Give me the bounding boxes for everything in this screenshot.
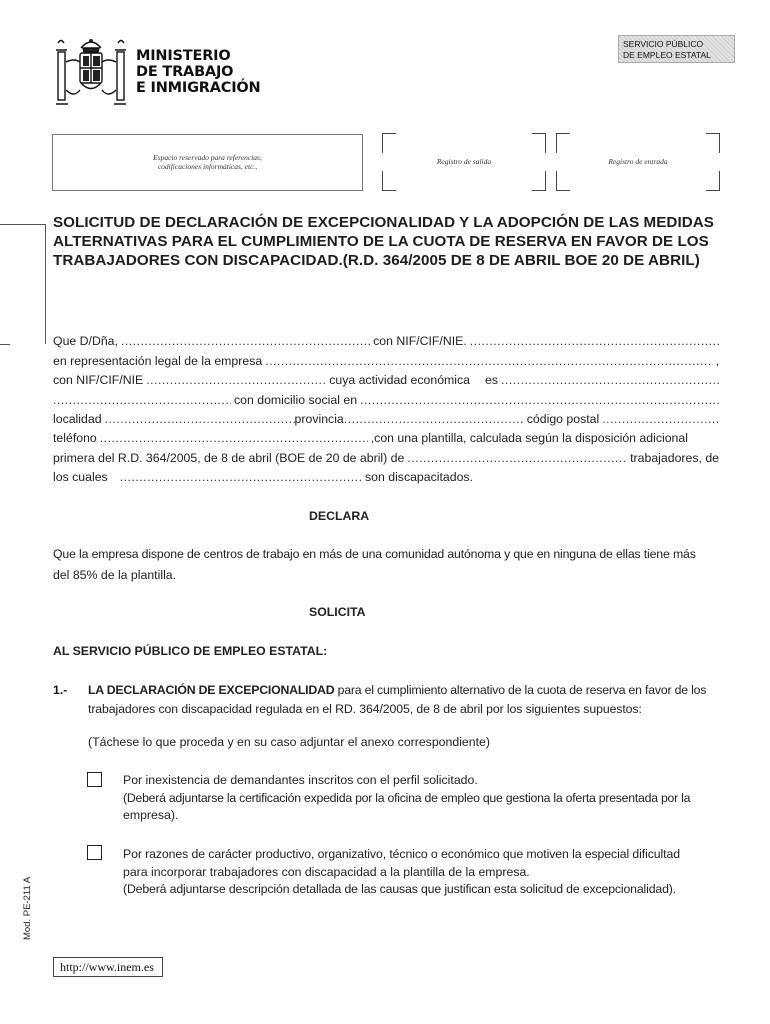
staff-text: ,con una plantilla, calculada según la disposición adicional <box>370 431 688 445</box>
comma: , <box>715 354 719 368</box>
phone-label: teléfono <box>53 431 97 445</box>
activity-label: cuya actividad económica <box>329 373 471 387</box>
name-label: Que D/Dña, <box>53 334 118 348</box>
form-row-name <box>53 333 719 349</box>
of-which-label: los cuales <box>53 470 108 484</box>
ministry-line-2: DE TRABAJO <box>136 64 234 80</box>
item-rest: para el cumplimiento alternativo de la cuota de reserva en favor de los <box>334 683 707 697</box>
company-nif-label: con NIF/CIF/NIE <box>53 373 144 387</box>
solicita-heading: SOLICITA <box>309 605 366 619</box>
corner-mark <box>532 133 546 153</box>
item-instruction: (Táchese lo que proceda y en su caso adjuntar el anexo correspondiente) <box>88 735 490 749</box>
option-2-line-1: Por razones de carácter productivo, organizativo, técnico o económico que motiven la especial dificultad <box>123 847 680 861</box>
corner-mark <box>556 171 570 191</box>
corner-mark <box>556 133 570 153</box>
form-row-phone <box>53 430 719 446</box>
title-line-1: SOLICITUD DE DECLARACIÓN DE EXCEPCIONALIDAD Y LA ADOPCIÓN DE LAS MEDIDAS <box>53 214 714 231</box>
title-line-2: ALTERNATIVAS PARA EL CUMPLIMIENTO DE LA CUOTA DE RESERVA EN FAVOR DE LOS <box>53 233 709 250</box>
title-bracket <box>0 224 46 344</box>
ministry-name <box>136 48 261 96</box>
corner-mark <box>532 171 546 191</box>
option-2-text <box>123 846 728 899</box>
name-field[interactable] <box>121 333 370 349</box>
option-1-line-3: empresa). <box>123 808 179 822</box>
disabled-count-field[interactable] <box>120 469 362 485</box>
declara-line-2: del 85% de la plantilla. <box>53 568 177 582</box>
option-1-text <box>123 772 728 825</box>
reserved-space-label <box>53 153 362 171</box>
ministry-line-3: E INMIGRACIÓN <box>136 80 261 96</box>
domicile-label: con domicilio social en <box>234 393 358 407</box>
service-line-2: DE EMPLEO ESTATAL <box>623 50 711 60</box>
form-row-disabled <box>53 469 473 485</box>
corner-mark <box>706 133 720 153</box>
form-code: Mod. PE-211 A <box>22 876 33 940</box>
exit-registry-label: Registro de salida <box>436 157 492 166</box>
disabled-text: son discapacitados. <box>364 470 473 484</box>
website-link[interactable]: http://www.inem.es <box>53 957 163 977</box>
option-1-line-2: (Deberá adjuntarse la certificación expedida por la oficina de empleo que gestiona la oferta presentada por la <box>123 790 691 805</box>
service-line-1: SERVICIO PÚBLICO <box>623 39 704 49</box>
reserved-space-box <box>52 134 363 191</box>
nif-field[interactable] <box>470 333 719 349</box>
declara-line-1: Que la empresa dispone de centros de trabajo en más de una comunidad autónoma y que en ninguna de ellas tiene más <box>53 547 696 561</box>
service-badge <box>618 35 735 63</box>
corner-mark <box>382 133 396 153</box>
corner-mark <box>706 171 720 191</box>
company-nif-field[interactable] <box>146 372 326 388</box>
activity-es: es <box>485 373 499 387</box>
item-number: 1.- <box>53 683 68 697</box>
province-field[interactable] <box>344 411 524 427</box>
title-line-3: TRABAJADORES CON DISCAPACIDAD.(R.D. 364/2005 DE 8 DE ABRIL BOE 20 DE ABRIL) <box>53 252 700 269</box>
item-line-1 <box>88 681 723 700</box>
coat-of-arms-logo <box>52 32 130 112</box>
workers-text: trabajadores, de <box>630 451 719 465</box>
activity-field[interactable] <box>501 372 719 388</box>
phone-field[interactable] <box>100 430 368 446</box>
addressee-heading: AL SERVICIO PÚBLICO DE EMPLEO ESTATAL: <box>53 644 328 658</box>
workers-field[interactable] <box>407 450 627 466</box>
domicile-field[interactable] <box>360 392 719 408</box>
exit-registry-box <box>382 133 546 191</box>
nif-label: con NIF/CIF/NIE. <box>373 334 467 348</box>
entry-registry-label: Registro de entrada <box>608 157 668 166</box>
form-row-locality <box>53 411 719 427</box>
option-1-checkbox[interactable] <box>87 772 102 787</box>
ministry-line-1: MINISTERIO <box>136 48 231 64</box>
representation-label: en representación legal de la empresa <box>53 354 263 368</box>
company-field[interactable] <box>265 353 712 369</box>
form-row-workers <box>53 450 719 466</box>
option-2-line-2: para incorporar trabajadores con discapacidad a la plantilla de la empresa. <box>123 864 530 879</box>
activity-continued-field[interactable] <box>53 392 231 408</box>
declara-heading: DECLARA <box>309 509 370 523</box>
postal-field[interactable] <box>602 411 719 427</box>
option-1-line-1: Por inexistencia de demandantes inscritos con el perfil solicitado. <box>123 773 478 787</box>
document-title <box>53 213 743 270</box>
item-text <box>88 681 723 752</box>
reserved-line-1: Espacio reservado para referencias, <box>153 153 262 162</box>
entry-registry-box <box>556 133 720 191</box>
corner-mark <box>382 171 396 191</box>
form-row-domicile <box>53 392 719 408</box>
form-row-activity <box>53 372 719 388</box>
option-2-line-3: (Deberá adjuntarse descripción detallada de las causas que justifican esta solicitud de excepcionalidad). <box>123 882 676 896</box>
reserved-line-2: codificaciones informáticas, etc., <box>157 162 258 171</box>
locality-label: localidad <box>53 412 102 426</box>
item-bold: LA DECLARACIÓN DE EXCEPCIONALIDAD <box>88 683 335 697</box>
option-2-checkbox[interactable] <box>87 845 102 860</box>
item-line-2: trabajadores con discapacidad regulada en el RD. 364/2005, de 8 de abril por los siguientes supuestos: <box>88 702 642 716</box>
postal-label: código postal <box>526 412 600 426</box>
locality-field[interactable] <box>105 411 295 427</box>
form-row-company <box>53 353 719 369</box>
first-rd-text: primera del R.D. 364/2005, de 8 de abril (BOE de 20 de abril) de <box>53 451 405 465</box>
province-label: provincia <box>294 412 344 426</box>
declara-text <box>53 544 723 586</box>
